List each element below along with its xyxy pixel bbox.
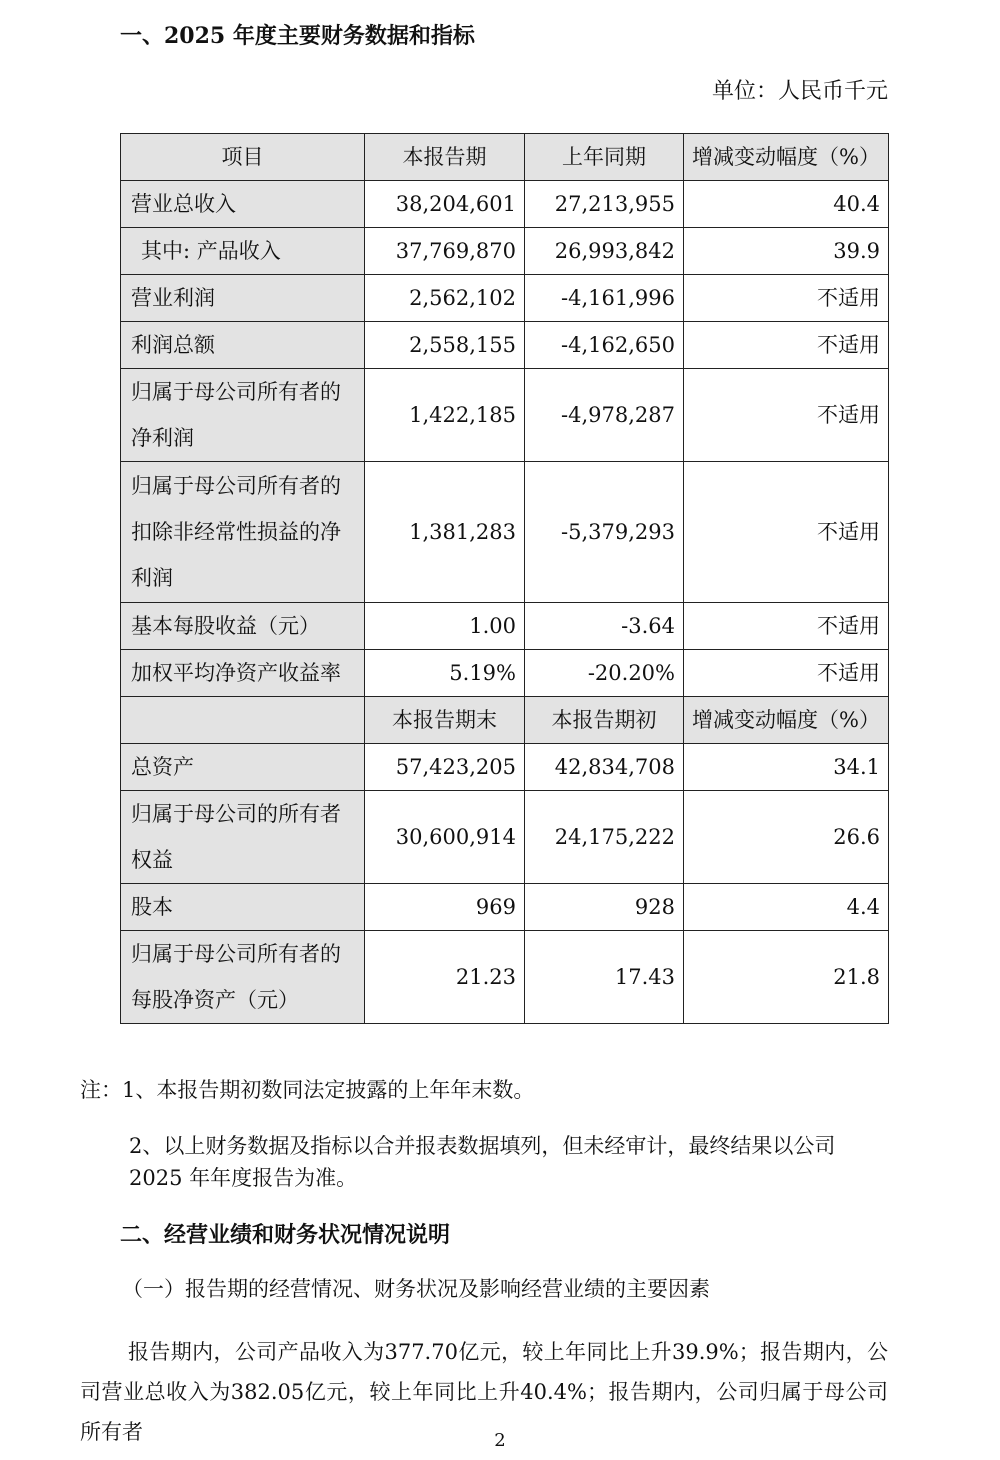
note-1: 注：1、本报告期初数同法定披露的上年年末数。 [80,1078,535,1102]
change-value: 21.8 [684,931,889,1024]
row-label: 营业总收入 [121,181,365,228]
row-label: 营业利润 [121,275,365,322]
header-cell: 本报告期末 [365,697,525,744]
header-cell: 增减变动幅度（%） [684,697,889,744]
table-row [121,228,889,275]
current-value: 2,558,155 [365,322,525,369]
row-label: 其中: 产品收入 [121,228,365,275]
row-label: 归属于母公司的所有者权益 [121,791,365,884]
prior-value: -3.64 [525,603,684,650]
prior-value: -4,161,996 [525,275,684,322]
row-label: 归属于母公司所有者的净利润 [121,369,365,462]
table-row [121,603,889,650]
period-start-value: 928 [525,884,684,931]
prior-value: -4,978,287 [525,369,684,462]
note-2: 2、以上财务数据及指标以合并报表数据填列，但未经审计，最终结果以公司 2025 年年度报告为准。 [129,1134,836,1190]
table-row [121,275,889,322]
change-value: 不适用 [684,603,889,650]
change-value: 39.9 [684,228,889,275]
row-label: 加权平均净资产收益率 [121,650,365,697]
period-end-value: 969 [365,884,525,931]
change-value: 不适用 [684,462,889,603]
financial-data-table [120,133,889,1024]
current-value: 38,204,601 [365,181,525,228]
period-end-value: 30,600,914 [365,791,525,884]
prior-value: -5,379,293 [525,462,684,603]
prior-value: -4,162,650 [525,322,684,369]
prior-value: 26,993,842 [525,228,684,275]
period-end-value: 21.23 [365,931,525,1024]
header-cell: 项目 [121,134,365,181]
table-row [121,791,889,884]
change-value: 不适用 [684,275,889,322]
current-value: 1,422,185 [365,369,525,462]
table-row [121,931,889,1024]
current-value: 5.19% [365,650,525,697]
change-value: 不适用 [684,322,889,369]
prior-value: 27,213,955 [525,181,684,228]
row-label: 基本每股收益（元） [121,603,365,650]
current-value: 1.00 [365,603,525,650]
change-value: 不适用 [684,369,889,462]
header-cell: 本报告期 [365,134,525,181]
row-label: 归属于母公司所有者的扣除非经常性损益的净利润 [121,462,365,603]
change-value: 26.6 [684,791,889,884]
prior-value: -20.20% [525,650,684,697]
body-paragraph: 报告期内，公司产品收入为377.70亿元，较上年同比上升39.9%；报告期内，公司营业总收入为382.05亿元，较上年同比上升40.4%；报告期内，公司归属于母公司所有者 [80,1340,888,1444]
change-value: 4.4 [684,884,889,931]
table-row [121,369,889,462]
section-2-heading: 二、经营业绩和财务状况情况说明 [120,1222,451,1248]
table-row [121,322,889,369]
subsection-heading: （一）报告期的经营情况、财务状况及影响经营业绩的主要因素 [122,1277,710,1301]
table-row [121,462,889,603]
row-label: 归属于母公司所有者的每股净资产（元） [121,931,365,1024]
row-label: 股本 [121,884,365,931]
table-row [121,181,889,228]
table-row [121,650,889,697]
header-cell: 增减变动幅度（%） [684,134,889,181]
header-cell [121,697,365,744]
current-value: 2,562,102 [365,275,525,322]
header-cell: 上年同期 [525,134,684,181]
table-row [121,884,889,931]
current-value: 1,381,283 [365,462,525,603]
header-cell: 本报告期初 [525,697,684,744]
current-value: 37,769,870 [365,228,525,275]
period-start-value: 24,175,222 [525,791,684,884]
page-number: 2 [494,1430,506,1451]
change-value: 40.4 [684,181,889,228]
table-row [121,744,889,791]
unit-label: 单位：人民币千元 [711,79,888,104]
table-header-row [121,134,889,181]
period-start-value: 42,834,708 [525,744,684,791]
table-subheader-row [121,697,889,744]
period-start-value: 17.43 [525,931,684,1024]
period-end-value: 57,423,205 [365,744,525,791]
change-value: 34.1 [684,744,889,791]
change-value: 不适用 [684,650,889,697]
row-label: 利润总额 [121,322,365,369]
section-1-heading: 一、2025 年度主要财务数据和指标 [120,23,475,49]
row-label: 总资产 [121,744,365,791]
